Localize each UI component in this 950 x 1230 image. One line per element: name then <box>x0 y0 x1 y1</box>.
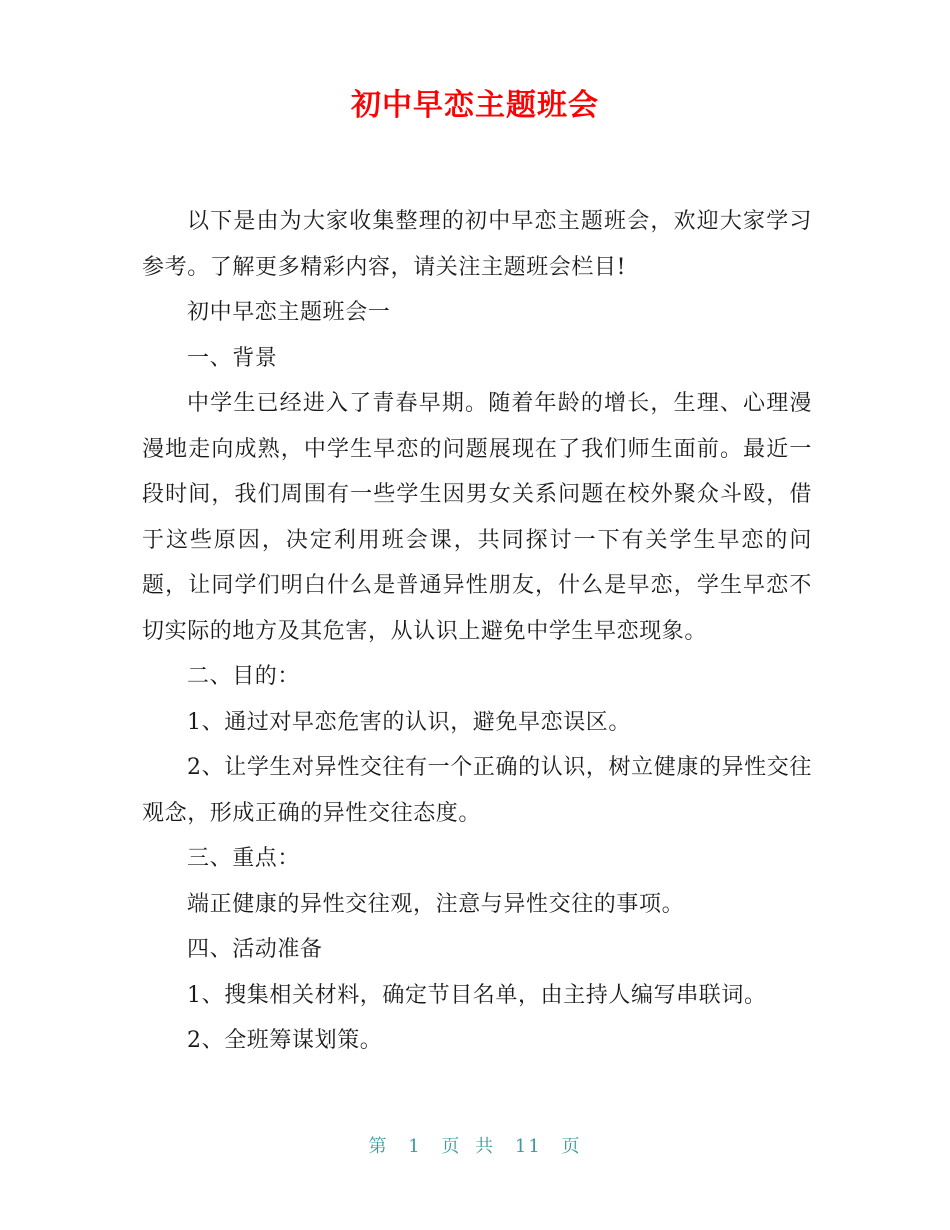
page-number: 1 <box>408 1136 422 1157</box>
document-body <box>142 199 812 1064</box>
section-heading: 初中早恋主题班会一 <box>187 300 391 325</box>
list-item: 1、搜集相关材料，确定节目名单，由主持人编写串联词。 <box>187 982 767 1008</box>
list-item: 2、让学生对异性交往有一个正确的认识，树立健康的异性交往观念，形成正确的异性交往态度。 <box>142 755 812 826</box>
document-title: 初中早恋主题班会 <box>351 88 599 123</box>
section-heading: 一、背景 <box>187 345 278 371</box>
footer-middle: 页 共 <box>441 1136 496 1157</box>
body-paragraph: 端正健康的异性交往观，注意与异性交往的事项。 <box>187 891 685 917</box>
section-heading: 三、重点： <box>187 846 301 871</box>
intro-paragraph: 以下是由为大家收集整理的初中早恋主题班会，欢迎大家学习参考。了解更多精彩内容，请关注主题班会栏目! <box>142 209 812 280</box>
list-item: 1、通过对早恋危害的认识，避免早恋误区。 <box>187 709 631 735</box>
page-footer <box>0 1134 950 1160</box>
section-heading: 四、活动准备 <box>187 937 323 962</box>
footer-suffix: 页 <box>561 1136 582 1157</box>
footer-prefix: 第 <box>368 1136 389 1157</box>
body-paragraph: 中学生已经进入了青春早期。随着年龄的增长，生理、心理漫漫地走向成熟，中学生早恋的问题展现在了我们师生面前。最近一段时间，我们周围有一些学生因男女关系问题在校外聚众斗殴，借于这些原因，决定利用班会课，共同探讨一下有关学生早恋的问题，让同学们明白什么是普通异性朋友，什么是早恋，学生早恋不切实际的地方及其危害，从认识上避免中学生早恋现象。 <box>142 391 812 644</box>
list-item: 2、全班筹谋划策。 <box>187 1028 383 1053</box>
page-total: 11 <box>514 1136 542 1157</box>
section-heading: 二、目的： <box>187 664 301 689</box>
